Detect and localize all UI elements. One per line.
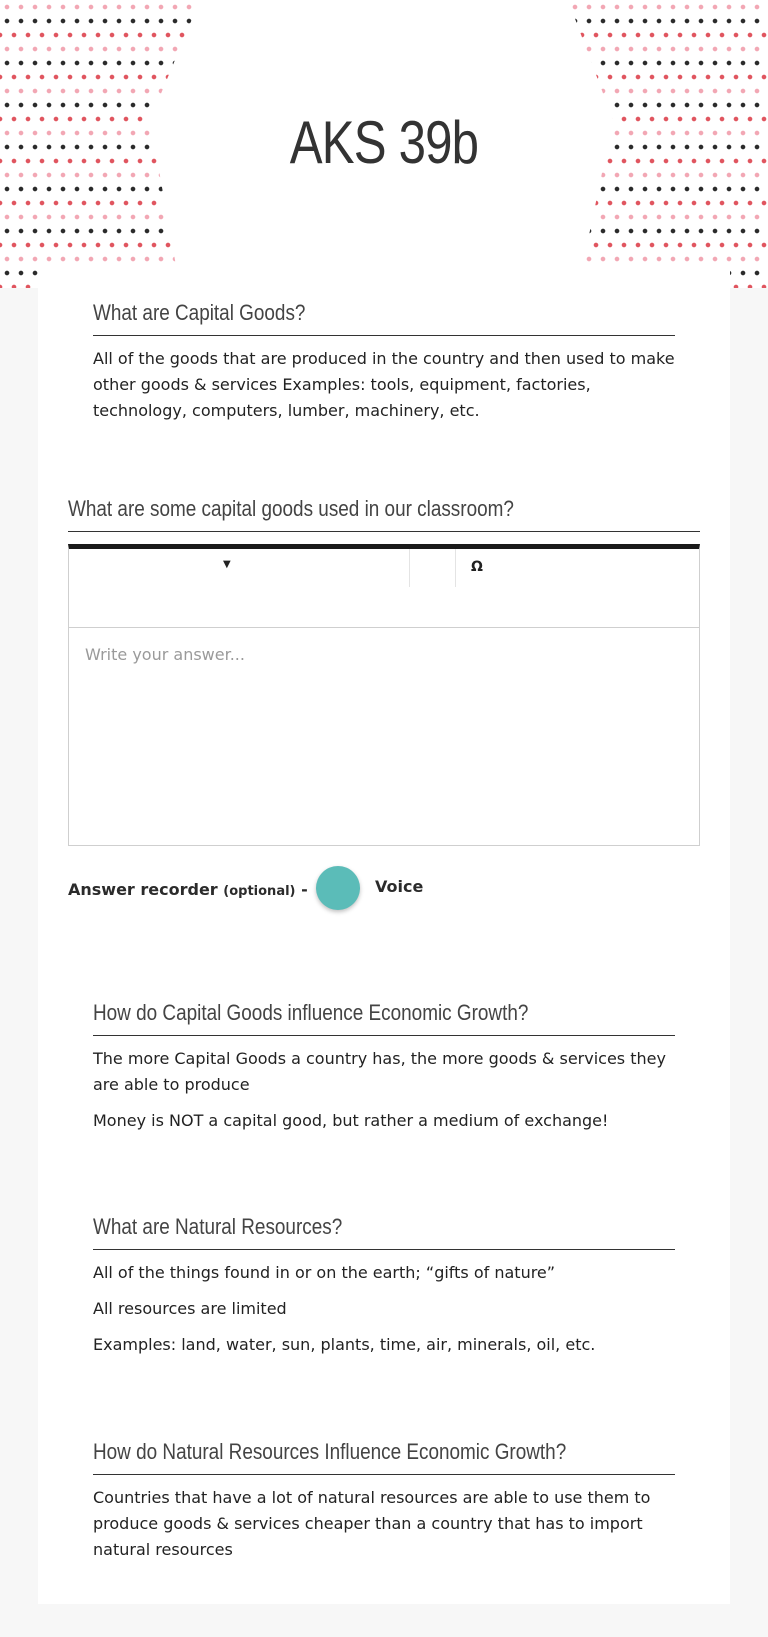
- natural-resources-section: [93, 1214, 675, 1358]
- answer-recorder: [68, 866, 708, 912]
- section-text: Examples: land, water, sun, plants, time, air, minerals, oil, etc.: [93, 1335, 596, 1354]
- answer-input[interactable]: Write your answer...: [85, 645, 245, 664]
- section-title: How do Capital Goods influence Economic Growth?: [93, 1000, 675, 1036]
- chevron-down-icon: ▼: [223, 559, 231, 570]
- section-text: Money is NOT a capital good, but rather a medium of exchange!: [93, 1111, 609, 1130]
- classroom-question: [68, 496, 700, 532]
- editor-toolbar: [69, 549, 699, 628]
- format-dropdown[interactable]: [69, 549, 410, 587]
- recorder-optional: (optional): [223, 884, 296, 899]
- section-text: All resources are limited: [93, 1299, 287, 1318]
- natural-resources-growth-section: [93, 1439, 675, 1563]
- microphone-record-icon[interactable]: [316, 866, 360, 910]
- section-text: The more Capital Goods a country has, the more goods & services they are able to produce: [93, 1049, 666, 1094]
- toolbar-button[interactable]: [409, 549, 456, 587]
- section-title: What are Capital Goods?: [93, 300, 675, 336]
- section-text: All of the goods that are produced in the country and then used to make other goods & services Examples: tools, equipment, factories, technology, computers, lumber, machinery, etc.: [93, 349, 675, 420]
- voice-label[interactable]: Voice: [375, 877, 424, 896]
- recorder-label: Answer recorder (optional) -: [68, 880, 308, 899]
- capital-goods-growth-section: [93, 1000, 675, 1134]
- section-title: How do Natural Resources Influence Economic Growth?: [93, 1439, 675, 1475]
- question-title: What are some capital goods used in our classroom?: [68, 496, 700, 532]
- capital-goods-section: [93, 300, 675, 424]
- worksheet-card: [38, 262, 730, 1604]
- page-title: AKS 39b: [289, 109, 479, 176]
- section-title: What are Natural Resources?: [93, 1214, 675, 1250]
- section-text: Countries that have a lot of natural resources are able to use them to produce goods & services cheaper than a country that has to import natural resources: [93, 1488, 651, 1559]
- answer-editor: [68, 544, 700, 846]
- omega-icon[interactable]: Ω: [471, 559, 483, 575]
- section-text: All of the things found in or on the earth; “gifts of nature”: [93, 1263, 556, 1282]
- page-header: [0, 0, 768, 288]
